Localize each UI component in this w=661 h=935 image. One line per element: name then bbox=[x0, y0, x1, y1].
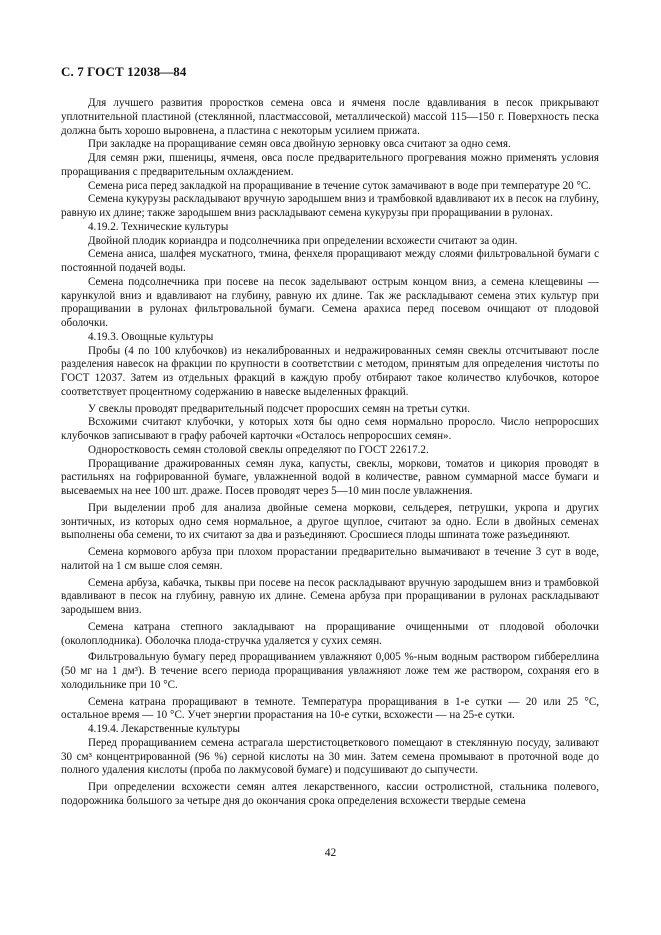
page-number: 42 bbox=[324, 847, 337, 859]
paragraph: У свеклы проводят предварительный подсчет проросших семян на третьи сутки. bbox=[88, 402, 471, 415]
paragraph: Семена аниса, шалфея мускатного, тмина, фенхеля проращивают между слоями фильтровальной бумаги с постоянной подачей воды. bbox=[61, 248, 599, 274]
paragraph: При выделении проб для анализа двойные семена моркови, сельдерея, петрушки, укропа и других зонтичных, из которых одно семя нормальное, а другое щуплое, считают за одно. Если в двойных семенах выполнены оба семени, то их считают за два и разъединяют. Сросшиеся плоды шпината тоже разъединяют. bbox=[61, 501, 599, 542]
paragraph: При закладке на проращивание семян овса двойную зерновку овса считают за одно семя. bbox=[88, 138, 511, 151]
paragraph: Для семян ржи, пшеницы, ячменя, овса после предварительного прогревания можно применять условия проращивания с предварительным охлаждением. bbox=[61, 152, 599, 178]
paragraph: Семена катрана степного закладывают на проращивание очищенными от плодовой оболочки (околоплодника). Оболочка плода-стручка удаляется у сухих семян. bbox=[61, 620, 599, 647]
paragraph: Семена риса перед закладкой на проращивание в течение суток замачивают в воде при температуре 20 °С. bbox=[88, 179, 592, 192]
paragraph: Семена кормового арбуза при плохом прорастании предварительно вымачивают в течение 3 сут в воде, налитой на 1 см выше слоя семян. bbox=[61, 546, 599, 572]
paragraph: Семена подсолнечника при посеве на песок заделывают острым концом вниз, а семена клещевины — карункулой вниз и вдавливают на глубину, равную их длине. Так же раскладывают семена этих культур при проращивании в рулонах фильтровальной бумаги. Семена арахиса перед посевом очищают от плодовой оболочки. bbox=[61, 275, 599, 329]
section-heading: 4.19.4. Лекарственные культуры bbox=[88, 723, 240, 735]
paragraph: При определении всхожести семян алтея лекарственного, кассии остролистной, стальника полевого, подорожника большого за четыре дня до окончания срока определения всхожести твердые семена bbox=[61, 781, 599, 807]
paragraph: Для лучшего развития проростков семена овса и ячменя после вдавливания в песок прикрывают уплотнительной пластиной (стеклянной, пластмассовой, металлической) массой 115—150 г. Поверхность песка должна быть хорошо выровнена, а пластина с некоторым усилием прижата. bbox=[61, 97, 599, 137]
section-heading: 4.19.2. Технические культуры bbox=[88, 220, 229, 233]
paragraph: Семена катрана проращивают в темноте. Температура проращивания в 1-е сутки — 20 или 25 °С, остальное время — 10 °С. Учет энергии прорастания на 10-е сутки, всхожести — на 25-е сутки. bbox=[61, 695, 599, 722]
paragraph: Двойной плодик кориандра и подсолнечника при определении всхожести считают за один. bbox=[88, 234, 518, 247]
body-text bbox=[61, 97, 599, 809]
paragraph: Семена кукурузы раскладывают вручную зародышем вниз и трамбовкой вдавливают их в песок на глубину, равную их длине; также зародышем вниз раскладывают семена кукурузы при проращивании в рулонах. bbox=[61, 193, 599, 219]
paragraph: Перед проращиванием семена астрагала шерстистоцветкового помещают в стеклянную посуду, заливают 30 см³ концентрированной (96 %) серной кислоты на 30 мин. Затем семена промывают в проточной воде до полного удаления кислоты (проба по лакмусовой бумаге) и подсушивают до сыпучести. bbox=[61, 736, 599, 777]
paragraph: Семена арбуза, кабачка, тыквы при посеве на песок раскладывают вручную зародышем вниз и трамбовкой вдавливают в песок на глубину, равную их длине. Семена арбуза при проращивании в рулонах раскладывают зародышем вниз. bbox=[61, 576, 599, 616]
paragraph: Фильтровальную бумагу перед проращиванием увлажняют 0,005 %-ным водным раствором гиббереллина (50 мг на 1 дм³). В течение всего периода проращивания увлажняют ложе тем же раствором, сохраняя его в холодильнике при 10 °С. bbox=[61, 651, 599, 691]
paragraph: Пробы (4 по 100 клубочков) из некалиброванных и недражированных семян свеклы отсчитывают после разделения навесок на фракции по крупности в соответствии с методом, принятым для определения чистоты по ГОСТ 12037. Затем из отдельных фракций в каждую пробу отбирают такое количество клубочков, которое соответствует процентному содержанию в навеске выделенных фракций. bbox=[61, 344, 599, 398]
page-header: С. 7 ГОСТ 12038—84 bbox=[61, 64, 187, 79]
section-heading: 4.19.3. Овощные культуры bbox=[88, 330, 214, 343]
paragraph: Проращивание дражированных семян лука, капусты, свеклы, моркови, томатов и цикория проводят в растильнях на гофрированной бумаге, увлажненной водой в количестве, равном суммарной массе бумаги и высеваемых на нее 100 шт. драже. Посев проводят через 5—10 мин после увлажнения. bbox=[61, 457, 599, 497]
paragraph: Всхожими считают клубочки, у которых хотя бы одно семя нормально проросло. Число непроросших клубочков записывают в графу рабочей карточки «Осталось непроросших семян». bbox=[61, 416, 599, 442]
paragraph: Одноростковость семян столовой свеклы определяют по ГОСТ 22617.2. bbox=[88, 443, 429, 456]
